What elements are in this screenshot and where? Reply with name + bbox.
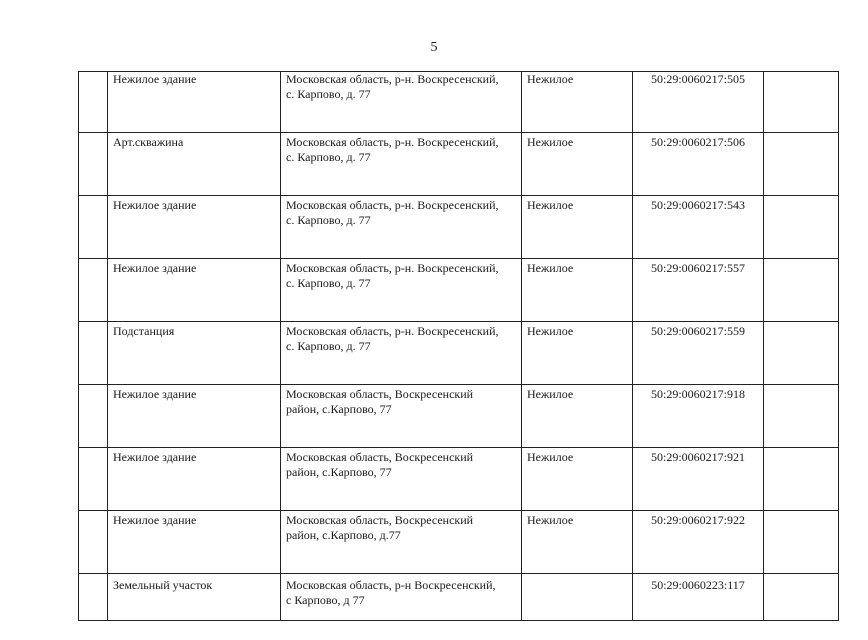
empty-cell [764, 133, 839, 196]
address-cell [281, 574, 522, 621]
address-line: Московская область, р-н. Воскресенский, [286, 324, 499, 338]
empty-cell [764, 72, 839, 133]
cadastral-number-cell: 50:29:0060217:505 [633, 72, 764, 133]
table-row [79, 511, 839, 574]
object-name-cell: Земельный участок [108, 574, 281, 621]
purpose-cell: Нежилое [522, 511, 633, 574]
table-row [79, 259, 839, 322]
empty-cell [764, 574, 839, 621]
address-line: Московская область, р-н. Воскресенский, [286, 261, 499, 275]
object-name-cell: Нежилое здание [108, 259, 281, 322]
address-line: Московская область, Воскресенский [286, 513, 474, 527]
page-number: 5 [430, 40, 438, 55]
address-cell [281, 259, 522, 322]
address-line: Московская область, Воскресенский [286, 450, 474, 464]
empty-cell [764, 322, 839, 385]
cadastral-number-cell: 50:29:0060217:559 [633, 322, 764, 385]
row-number-cell [79, 574, 108, 621]
purpose-cell: Нежилое [522, 72, 633, 133]
row-number-cell [79, 259, 108, 322]
table-row [79, 196, 839, 259]
address-line: Московская область, р-н Воскресенский, [286, 578, 496, 592]
address-line: Московская область, Воскресенский [286, 387, 474, 401]
row-number-cell [79, 133, 108, 196]
property-registry-table [78, 71, 839, 621]
empty-cell [764, 511, 839, 574]
purpose-cell: Нежилое [522, 133, 633, 196]
cadastral-number-cell: 50:29:0060217:506 [633, 133, 764, 196]
table-row [79, 385, 839, 448]
row-number-cell [79, 448, 108, 511]
address-line: с. Карпово, д. 77 [286, 276, 371, 290]
table-row [79, 448, 839, 511]
table-row [79, 574, 839, 621]
address-cell [281, 448, 522, 511]
purpose-cell: Нежилое [522, 322, 633, 385]
empty-cell [764, 385, 839, 448]
purpose-cell [522, 574, 633, 621]
address-cell [281, 133, 522, 196]
table-row [79, 72, 839, 133]
cadastral-number-cell: 50:29:0060223:117 [633, 574, 764, 621]
row-number-cell [79, 72, 108, 133]
row-number-cell [79, 511, 108, 574]
address-cell [281, 72, 522, 133]
object-name-cell: Арт.скважина [108, 133, 281, 196]
address-line: с Карпово, д 77 [286, 593, 365, 607]
address-line: с. Карпово, д. 77 [286, 150, 371, 164]
address-line: район, с.Карпово, 77 [286, 402, 392, 416]
cadastral-number-cell: 50:29:0060217:921 [633, 448, 764, 511]
address-line: с. Карпово, д. 77 [286, 339, 371, 353]
address-line: с. Карпово, д. 77 [286, 87, 371, 101]
address-cell [281, 322, 522, 385]
row-number-cell [79, 196, 108, 259]
address-cell [281, 511, 522, 574]
cadastral-number-cell: 50:29:0060217:557 [633, 259, 764, 322]
object-name-cell: Нежилое здание [108, 448, 281, 511]
purpose-cell: Нежилое [522, 196, 633, 259]
table-row [79, 133, 839, 196]
row-number-cell [79, 322, 108, 385]
address-line: с. Карпово, д. 77 [286, 213, 371, 227]
purpose-cell: Нежилое [522, 259, 633, 322]
row-number-cell [79, 385, 108, 448]
object-name-cell: Подстанция [108, 322, 281, 385]
object-name-cell: Нежилое здание [108, 196, 281, 259]
empty-cell [764, 448, 839, 511]
cadastral-number-cell: 50:29:0060217:918 [633, 385, 764, 448]
address-cell [281, 385, 522, 448]
purpose-cell: Нежилое [522, 385, 633, 448]
purpose-cell: Нежилое [522, 448, 633, 511]
empty-cell [764, 196, 839, 259]
cadastral-number-cell: 50:29:0060217:922 [633, 511, 764, 574]
address-line: район, с.Карпово, д.77 [286, 528, 401, 542]
address-line: район, с.Карпово, 77 [286, 465, 392, 479]
cadastral-number-cell: 50:29:0060217:543 [633, 196, 764, 259]
address-cell [281, 196, 522, 259]
table-row [79, 322, 839, 385]
address-line: Московская область, р-н. Воскресенский, [286, 198, 499, 212]
empty-cell [764, 259, 839, 322]
object-name-cell: Нежилое здание [108, 385, 281, 448]
address-line: Московская область, р-н. Воскресенский, [286, 72, 499, 86]
object-name-cell: Нежилое здание [108, 511, 281, 574]
object-name-cell: Нежилое здание [108, 72, 281, 133]
address-line: Московская область, р-н. Воскресенский, [286, 135, 499, 149]
